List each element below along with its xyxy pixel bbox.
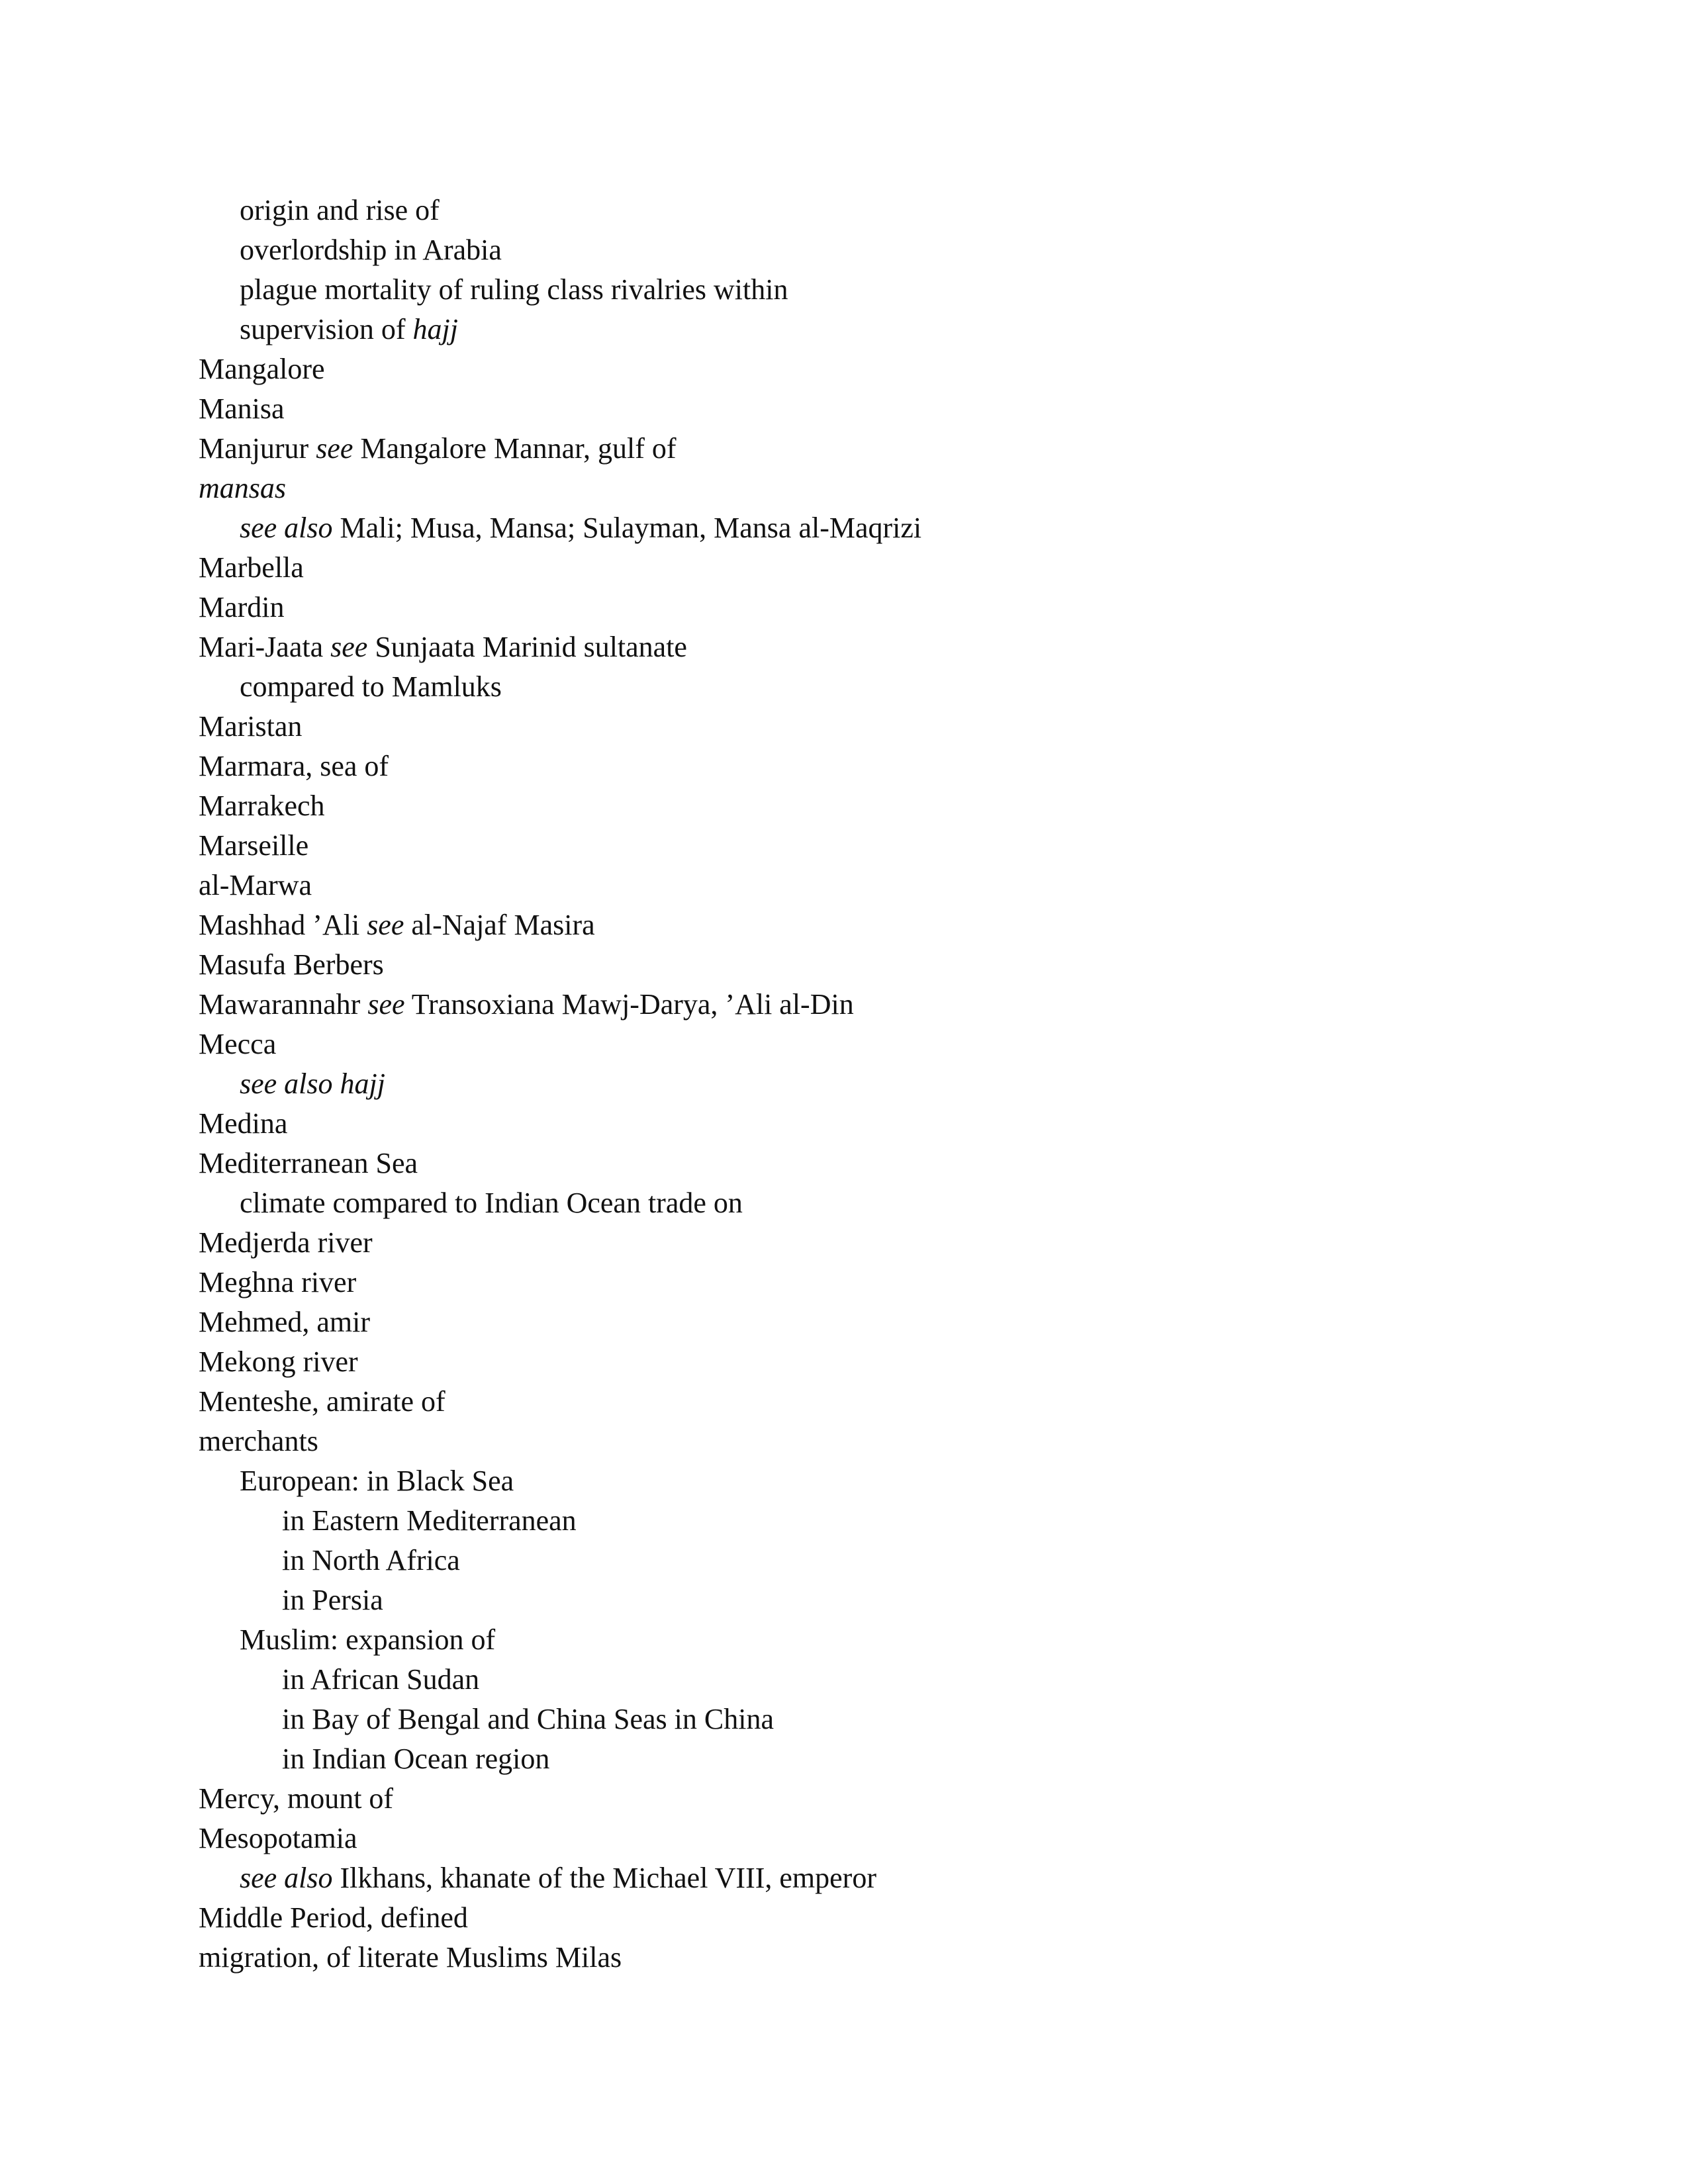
index-entry-text: Mercy, mount of	[199, 1782, 394, 1815]
index-entry	[199, 786, 1589, 826]
index-entry-italic-text: see also	[240, 512, 333, 544]
index-entry-text: Transoxiana Mawj-Darya, ’Ali al-Din	[404, 988, 854, 1021]
index-entry-italic-text: hajj	[412, 313, 458, 345]
index-entry-text: Mangalore Mannar, gulf of	[353, 432, 677, 465]
index-entry-text: European: in Black Sea	[240, 1465, 514, 1497]
index-entry-text: Marseille	[199, 829, 309, 862]
index-entry-text: Mari-Jaata	[199, 631, 331, 663]
index-entry	[199, 1104, 1589, 1144]
index-entry	[199, 1144, 1589, 1183]
index-subentry	[199, 310, 1589, 349]
index-entry	[199, 1898, 1589, 1938]
index-entry	[199, 1779, 1589, 1819]
index-subentry	[199, 1501, 1589, 1541]
index-entry-text: Marbella	[199, 551, 304, 584]
index-entry-text: Mangalore	[199, 353, 325, 385]
index-entry-text: Meghna river	[199, 1266, 357, 1298]
index-entry	[199, 588, 1589, 627]
index-subentry	[199, 1739, 1589, 1779]
index-entry	[199, 1938, 1589, 1978]
index-subentry	[199, 1700, 1589, 1739]
index-entry-text: Middle Period, defined	[199, 1901, 468, 1934]
index-entry	[199, 1422, 1589, 1461]
index-entry-text: Muslim: expansion of	[240, 1623, 496, 1656]
index-entry-italic-text: mansas	[199, 472, 287, 504]
index-entry	[199, 866, 1589, 905]
index-entry-italic-text: see	[316, 432, 353, 465]
index-entry	[199, 1223, 1589, 1263]
index-subentry	[199, 1660, 1589, 1700]
index-entry-text: al-Marwa	[199, 869, 312, 901]
index-entry-text: overlordship in Arabia	[240, 234, 502, 266]
index-entry-text: Mashhad ’Ali	[199, 909, 367, 941]
index-entry-text: supervision of	[240, 313, 413, 345]
index-entry-text: in Bay of Bengal and China Seas in China	[282, 1703, 774, 1735]
index-entry	[199, 1302, 1589, 1342]
index-subentry	[199, 1620, 1589, 1660]
index-entry-text: climate compared to Indian Ocean trade on	[240, 1187, 743, 1219]
index-entry	[199, 1263, 1589, 1302]
index-entry	[199, 548, 1589, 588]
index-entry-text: in Eastern Mediterranean	[282, 1504, 577, 1537]
index-subentry	[199, 1858, 1589, 1898]
index-entry	[199, 429, 1589, 469]
index-subentry	[199, 1064, 1589, 1104]
index-entry	[199, 349, 1589, 389]
index-entry-text: Ilkhans, khanate of the Michael VIII, emperor	[332, 1862, 876, 1894]
index-entry-text: compared to Mamluks	[240, 670, 502, 703]
index-entry-text: Marrakech	[199, 790, 325, 822]
index-subentry	[199, 508, 1589, 548]
index-entry-text: Masufa Berbers	[199, 948, 384, 981]
index-entry	[199, 627, 1589, 667]
index-subentry	[199, 1183, 1589, 1223]
index-entry	[199, 1382, 1589, 1422]
index-entry	[199, 985, 1589, 1024]
index-subentry	[199, 270, 1589, 310]
index-entry-text: plague mortality of ruling class rivalries within	[240, 273, 788, 306]
index-subentry	[199, 1541, 1589, 1580]
index-entry-text: merchants	[199, 1425, 318, 1457]
index-entry-text: Maristan	[199, 710, 303, 743]
index-entry-italic-text: see	[330, 631, 368, 663]
index-subentry	[199, 1580, 1589, 1620]
index-list	[199, 191, 1589, 1978]
index-entry-text: origin and rise of	[240, 194, 440, 226]
index-entry	[199, 707, 1589, 747]
index-entry-text: Marmara, sea of	[199, 750, 389, 782]
index-entry	[199, 1819, 1589, 1858]
index-entry-text: Medjerda river	[199, 1226, 373, 1259]
index-entry-text: migration, of literate Muslims Milas	[199, 1941, 622, 1974]
index-entry-text: Mecca	[199, 1028, 277, 1060]
index-entry-italic-text: see also hajj	[240, 1068, 385, 1100]
index-subentry	[199, 667, 1589, 707]
index-entry-text: Mediterranean Sea	[199, 1147, 418, 1179]
index-entry	[199, 747, 1589, 786]
index-entry-italic-text: see also	[240, 1862, 333, 1894]
index-entry-text: al-Najaf Masira	[404, 909, 595, 941]
index-entry-text: Mehmed, amir	[199, 1306, 371, 1338]
index-entry-text: in Indian Ocean region	[282, 1743, 550, 1775]
index-entry-text: Menteshe, amirate of	[199, 1385, 445, 1418]
index-entry-italic-text: see	[367, 988, 405, 1021]
index-entry-text: Mesopotamia	[199, 1822, 357, 1854]
index-entry-text: in African Sudan	[282, 1663, 480, 1696]
index-entry-text: in Persia	[282, 1584, 383, 1616]
index-entry-text: in North Africa	[282, 1544, 460, 1576]
index-entry-text: Manisa	[199, 392, 285, 425]
index-entry	[199, 469, 1589, 508]
index-entry-text: Sunjaata Marinid sultanate	[367, 631, 687, 663]
index-entry-text: Mali; Musa, Mansa; Sulayman, Mansa al-Maqrizi	[332, 512, 922, 544]
index-entry-text: Mardin	[199, 591, 285, 623]
index-entry-text: Medina	[199, 1107, 288, 1140]
index-entry	[199, 945, 1589, 985]
index-entry-italic-text: see	[367, 909, 404, 941]
index-subentry	[199, 230, 1589, 270]
index-entry	[199, 389, 1589, 429]
index-entry	[199, 905, 1589, 945]
index-subentry	[199, 191, 1589, 230]
index-entry-text: Mekong river	[199, 1345, 358, 1378]
index-entry-text: Manjurur	[199, 432, 316, 465]
index-subentry	[199, 1461, 1589, 1501]
index-entry-text: Mawarannahr	[199, 988, 368, 1021]
index-entry	[199, 826, 1589, 866]
index-entry	[199, 1024, 1589, 1064]
index-entry	[199, 1342, 1589, 1382]
